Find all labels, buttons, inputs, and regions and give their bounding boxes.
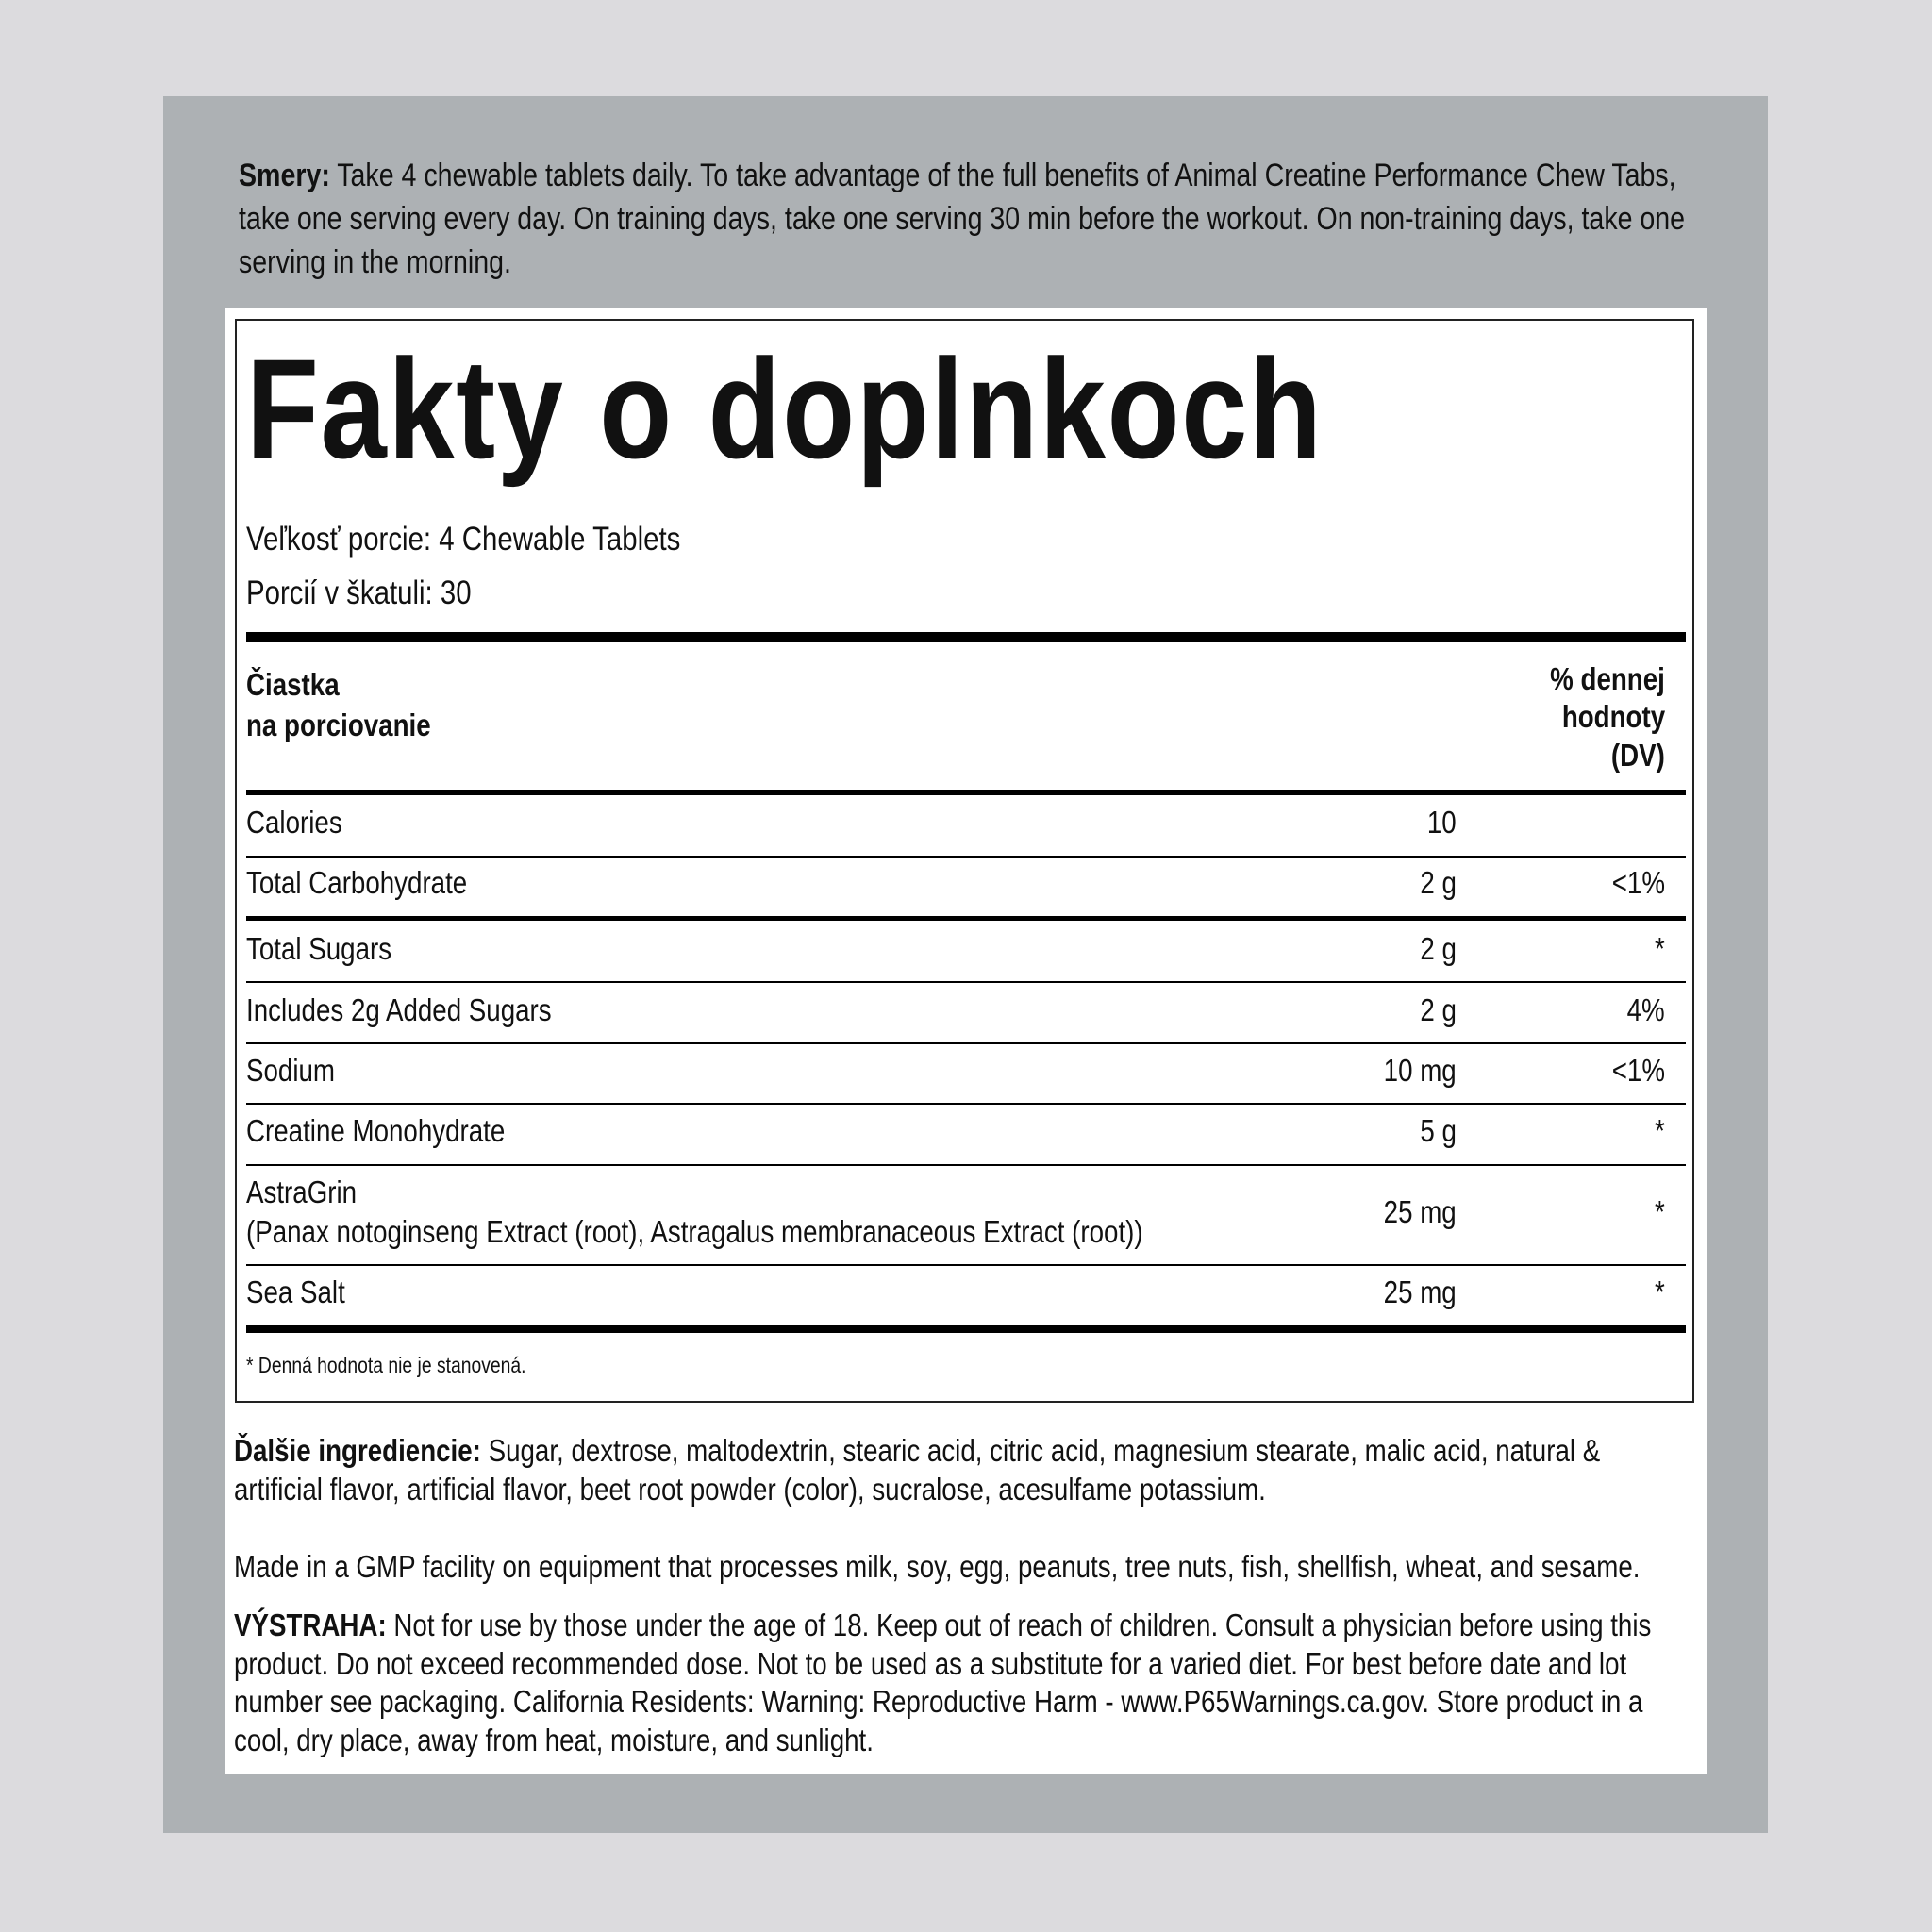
nutrient-dv: 4% [1626,992,1665,1027]
row-divider [246,1103,1686,1105]
ingredients-label: Ďalšie ingrediencie: [234,1433,481,1468]
nutrient-amount: 2 g [1420,865,1457,900]
warning-label: VÝSTRAHA: [234,1607,387,1642]
header-amount-line2: na porciovanie [246,708,431,742]
nutrient-name: Includes 2g Added Sugars [246,992,552,1027]
nutrient-dv: * [1655,931,1665,966]
nutrient-dv: * [1655,1194,1665,1229]
row-divider [246,916,1686,921]
servings-per-container: Porcií v škatuli: 30 [246,575,472,611]
header-dv-line2: hodnoty [1561,699,1665,734]
serving-size: Veľkosť porcie: 4 Chewable Tablets [246,521,681,558]
nutrient-dv: <1% [1611,1053,1665,1088]
nutrient-amount: 10 mg [1383,1053,1457,1088]
nutrient-name: Total Sugars [246,931,392,966]
nutrient-amount: 2 g [1420,992,1457,1027]
ingredients-text: Sugar, dextrose, maltodextrin, stearic acid, citric acid, magnesium stearate, malic acid, natural & artificial flavor, artificial flavor, beet root powder (color), sucralose, acesulfame potassium. [234,1433,1601,1507]
row-divider [246,1164,1686,1166]
footnote: * Denná hodnota nie je stanovená. [246,1353,526,1377]
other-ingredients [234,1431,1692,1508]
row-divider [246,856,1686,858]
row-divider [246,1042,1686,1044]
nutrient-amount: 25 mg [1383,1194,1457,1229]
nutrient-name: Sodium [246,1053,335,1088]
nutrient-dv: * [1655,1274,1665,1309]
directions-text: Take 4 chewable tablets daily. To take advantage of the full benefits of Animal Creatine Performance Chew Tabs, take one serving every day. On training days, take one serving 30 min before the workout. On non-training days, take one serving in the morning. [239,158,1686,280]
nutrient-dv: * [1655,1113,1665,1148]
nutrient-amount: 2 g [1420,931,1457,966]
nutrient-sub: (Panax notoginseng Extract (root), Astragalus membranaceous Extract (root)) [246,1214,1143,1249]
warning-text: Not for use by those under the age of 18. Keep out of reach of children. Consult a physician before using this product. Do not exceed recommended dose. Not to be used as a substitute for a varied diet. For best before date and lot number see packaging. California Residents: Warning: Reproductive Harm - www.P65Warnings.ca.gov. Store product in a cool, dry place, away from heat, moisture, and sunlight. [234,1607,1652,1757]
nutrient-name: AstraGrin [246,1174,358,1209]
nutrient-name: Sea Salt [246,1274,345,1309]
facts-title-wrap [246,329,1528,488]
allergen-statement: Made in a GMP facility on equipment that processes milk, soy, egg, peanuts, tree nuts, fish, shellfish, wheat, and sesame. [234,1549,1641,1584]
nutrient-name: Calories [246,805,342,840]
nutrient-amount: 5 g [1420,1113,1457,1148]
warning [234,1607,1692,1759]
header-dv-line1: % dennej [1550,661,1665,696]
row-divider [246,1264,1686,1266]
facts-title: Fakty o doplnkoch [246,329,1324,488]
thick-divider [246,632,1686,642]
nutrient-name: Total Carbohydrate [246,865,468,900]
header-dv-line3: (DV) [1611,738,1665,773]
nutrient-amount: 10 [1427,805,1457,840]
thick-divider [246,790,1686,795]
directions-label: Smery: [239,158,330,193]
thick-divider [246,1325,1686,1333]
nutrient-dv: <1% [1611,865,1665,900]
nutrient-name: Creatine Monohydrate [246,1113,506,1148]
row-divider [246,981,1686,983]
header-amount-line1: Čiastka [246,667,340,702]
directions [239,154,1689,284]
nutrient-amount: 25 mg [1383,1274,1457,1309]
